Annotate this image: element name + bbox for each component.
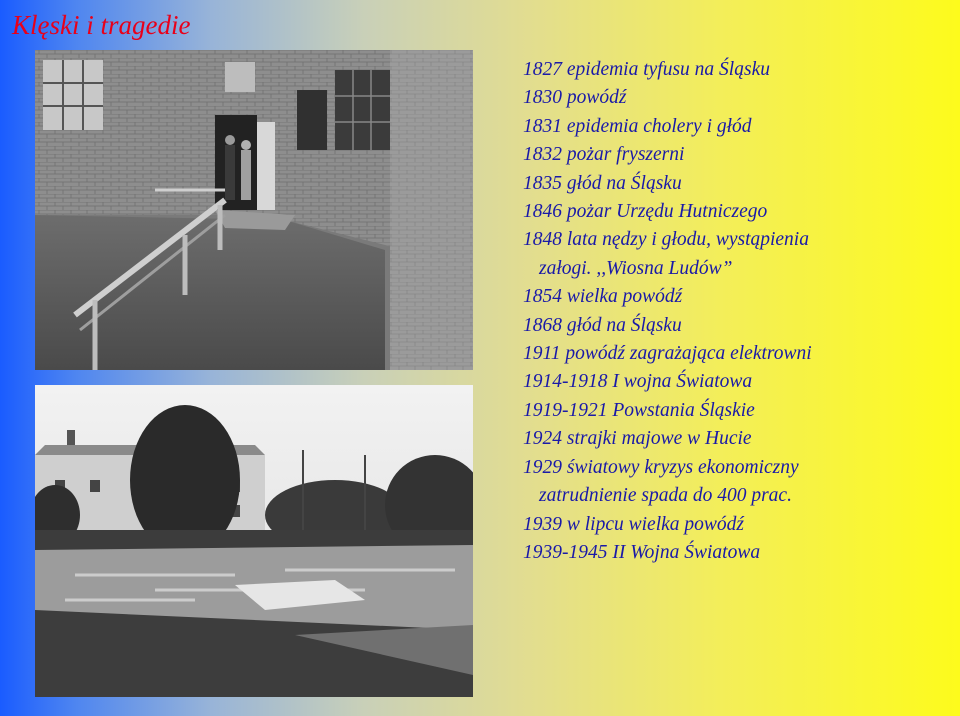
photo-flooded-courtyard	[35, 50, 473, 370]
timeline-item: 1914-1918 I wojna Światowa	[523, 371, 753, 393]
timeline-item: 1929 światowy kryzys ekonomiczny zatrudnienie spada do 400 prac.	[523, 454, 943, 511]
slide-title: Klęski i tragedie	[12, 10, 191, 40]
timeline-item-continuation: zatrudnienie spada do 400 prac.	[539, 485, 792, 507]
timeline-item: 1830 powódź	[523, 87, 627, 109]
timeline-item: 1924 strajki majowe w Hucie	[523, 428, 752, 450]
timeline-item: 1939 w lipcu wielka powódź	[523, 513, 744, 535]
timeline-item: 1835 głód na Śląsku	[523, 172, 682, 194]
timeline-item: 1868 głód na Śląsku	[523, 314, 682, 336]
timeline-item: 1854 wielka powódź	[523, 286, 683, 308]
timeline-item: 1832 pożar fryszerni	[523, 144, 685, 166]
timeline-item-continuation: załogi. ,,Wiosna Ludów”	[539, 257, 733, 279]
timeline-item: 1919-1921 Powstania Śląskie	[523, 399, 755, 421]
timeline-item: 1939-1945 II Wojna Światowa	[523, 541, 761, 563]
timeline-item: 1846 pożar Urzędu Hutniczego	[523, 201, 768, 223]
timeline-item: 1911 powódź zagrażająca elektrowni	[523, 343, 812, 365]
photo-flooded-meadow	[35, 385, 473, 697]
disaster-timeline	[523, 56, 943, 567]
timeline-item: 1831 epidemia cholery i głód	[523, 115, 752, 137]
timeline-item: 1827 epidemia tyfusu na Śląsku	[523, 59, 770, 80]
timeline-item: 1848 lata nędzy i głodu, wystąpienia załogi. ,,Wiosna Ludów”	[523, 226, 943, 283]
